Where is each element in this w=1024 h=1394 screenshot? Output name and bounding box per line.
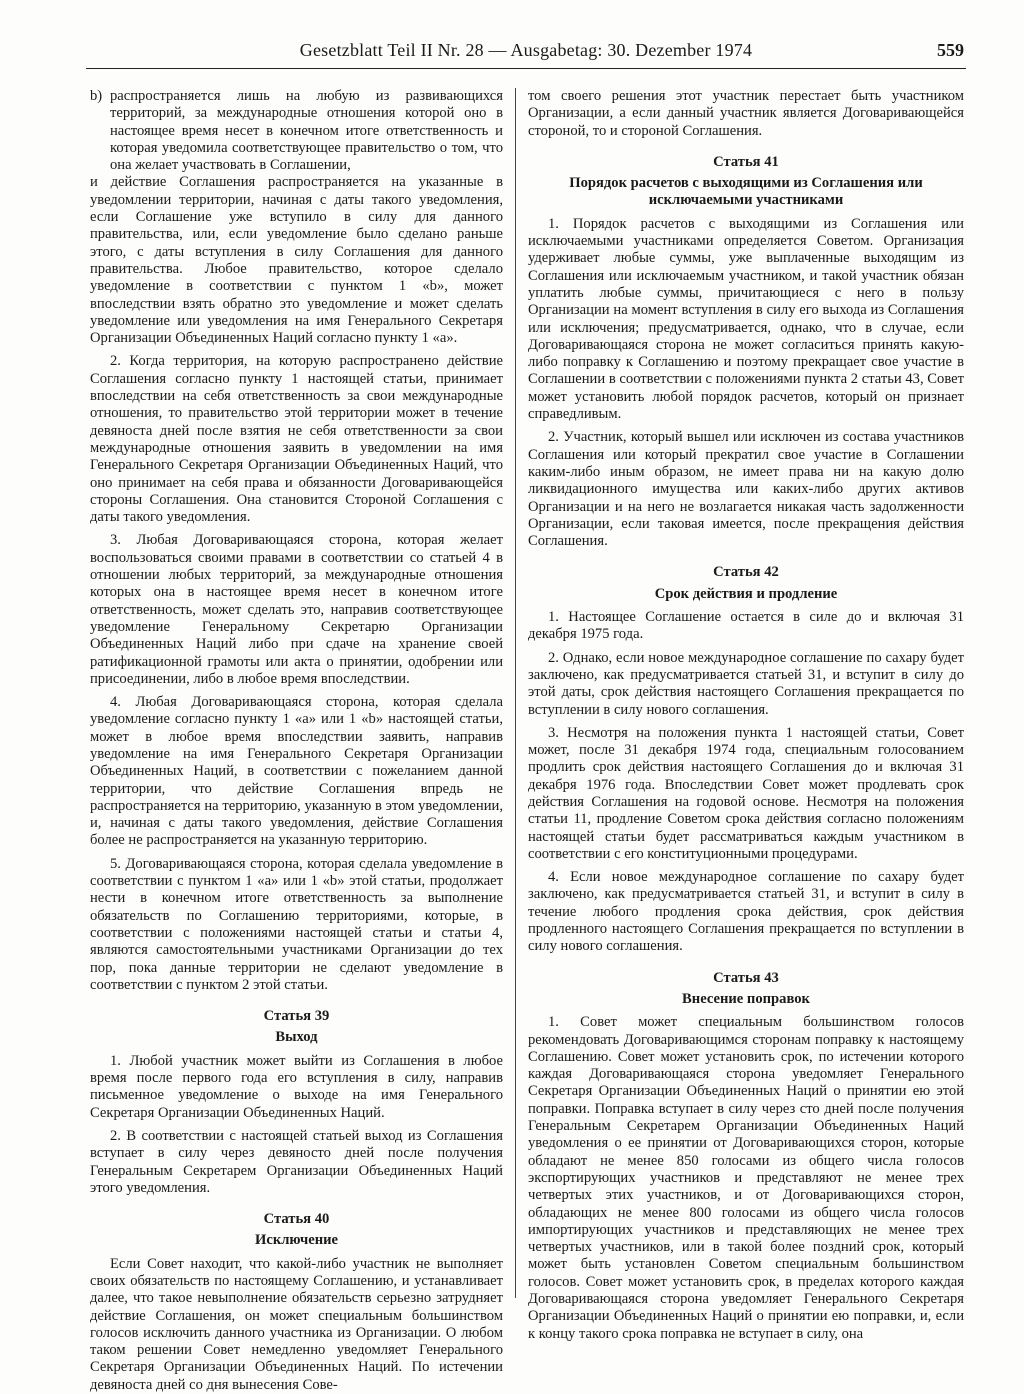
paragraph: 2. В соответствии с настоящей статьей выход из Соглашения вступает в силу через девяносто дней после получения Генеральным Секретарем Организации Объединенных Наций этого уведомления. — [90, 1127, 503, 1196]
paragraph: 2. Участник, который вышел или исключен из состава участников Соглашения или который прекратил свое участие в Соглашении каким-либо иным образом, не имеет права ни на какую долю ликвидационного имущества или каких-либо других активов Организации и на него не возлагается никакая часть задолженности Организации, если таковая имеется, после прекращения действия Соглашения. — [528, 429, 964, 550]
paragraph-continuation: и действие Соглашения распространяется на указанные в уведомлении территории, начиная с даты такого уведомления, если Соглашение уже вступило в силу для данного правительства, или, если уведомление было сделано раньше этого, с даты вступления в силу Соглашения для данного правительства. Любое правительство, которое сделало уведомление в соответствии с пунктом 1 «b», может впоследствии взять обратно это уведомление и может сделать уведомление или уведомления на имя Генерального Секретаря Организации Объединенных Наций согласно пункту 1 «а». — [90, 174, 503, 347]
paragraph: 1. Настоящее Соглашение остается в силе до и включая 31 декабря 1975 года. — [528, 609, 964, 643]
paragraph: 2. Когда территория, на которую распространено действие Соглашения согласно пункту 1 настоящей статьи, принимает впоследствии на себя ответственность за свои международные отношения, то правительство этой территории может в течение девяноста дней после взятия не себя ответственности за свои международные отношения заявить в уведомлении на имя Генерального Секретаря Организации Объединенных Наций, что оно принимает на себя права и обязанности Договаривающейся стороны Соглашения. Она становится Стороной Соглашения с даты такого уведомления. — [90, 353, 503, 526]
paragraph: 3. Несмотря на положения пункта 1 настоящей статьи, Совет может, после 31 декабря 1974 года, специальным голосованием продлить срок действия настоящего Соглашения до и включая 31 декабря 1976 года. Впоследствии Совет может продлевать срок действия Соглашения на годовой основе. Несмотря на положения статьи 11, продление Советом срока действия согласно положениям настоящей статьи будет рассматриваться каждым участником в соответствии с его конституционными процедурами. — [528, 724, 964, 862]
article-40-heading: Статья 40 — [263, 1211, 330, 1228]
article-42-heading: Статья 42 — [713, 564, 779, 581]
paragraph: 1. Совет может специальным большинством голосов рекомендовать Договаривающимся сторонам поправку к настоящему Соглашению. Совет может установить срок, по истечении которого каждая Договаривающаяся сторона уведомляет Генерального Секретаря Организации Объединенных Наций о принятии ею этой поправки. Поправка вступает в силу через сто дней после получения Генеральным Секретарем Организации Объединенных Наций уведомления о ее принятии от Договаривающихся сторон, которые обладают не менее 850 голосами из общего числа голосов экспортирующих участников и представляют не менее трех четвертых этих участников, и от Договаривающихся сторон, обладающих не менее 800 голосами из общего числа голосов импортирующих участников и представляющих не менее трех четвертых участников, или в такой более поздний срок, который может быть установлен Советом специальным большинством голосов. Совет может установить срок, в пределах которого каждая Договаривающаяся сторона уведомляет Генерального Секретаря Организации Объединенных Наций о принятии ею поправки, и, если к концу такого срока поправка не вступает в силу, она — [528, 1014, 964, 1342]
paragraph: 1. Любой участник может выйти из Соглашения в любое время после первого года его вступления в силу, направив письменное уведомление о выходе на имя Генерального Секретаря Организации Объединенных Наций. — [90, 1052, 503, 1121]
paragraph: 4. Если новое международное соглашение по сахару будет заключено, как предусматривается статьей 31, и вступит в силу в течение любого продления срока действия, срок действия продленного настоящего Соглашения прекращается по вступлении в силу нового соглашения. — [528, 869, 964, 955]
article-40-title: Исключение — [254, 1232, 339, 1249]
article-41-heading: Статья 41 — [713, 153, 779, 170]
paragraph-continuation: том своего решения этот участник перестает быть участником Организации, а если данный участник является Договаривающейся стороной, то и стороной Соглашения. — [528, 88, 964, 139]
page-header — [86, 38, 966, 69]
paragraph: 2. Однако, если новое международное соглашение по сахару будет заключено, как предусматривается статьей 31, и вступит в силу до этой даты, срок действия настоящего Соглашения прекращается по вступлении в силу нового соглашения. — [528, 649, 964, 718]
paragraph: 4. Любая Договаривающаяся сторона, которая сделала уведомление согласно пункту 1 «а» или 1 «b» настоящей статьи, может в любое время впоследствии заявить, направив уведомление на имя Генерального Секретаря Организации Объединенных Наций, в соответствии с пожеланием данной территории, что действие Соглашения впредь не распространяется на территорию, указанную в этом уведомлении, и, начиная с даты такого уведомления, действие Соглашения более не распространяется на указанную территорию. — [90, 694, 503, 849]
article-39-heading: Статья 39 — [263, 1008, 330, 1025]
right-column — [528, 88, 964, 1343]
article-43-heading: Статья 43 — [713, 969, 779, 986]
paragraph: Если Совет находит, что какой-либо участник не выполняет своих обязательств по настоящему Соглашению, и устанавливает далее, что такое невыполнение обязательств серьезно затрудняет действие Соглашения, он может специальным большинством голосов исключить данного участника из Организации. О любом таком решении Совет немедленно уведомляет Генерального Секретаря Организации Объединенных Наций. По истечении девяноста дней со дня вынесения Сове- — [90, 1255, 503, 1393]
paragraph: 1. Порядок расчетов с выходящими из Соглашения или исключаемыми участниками определяется Советом. Организация удерживает любые суммы, уже выплаченные выходящим из Соглашения или исключаемым участником, и такой участник обязан уплатить любые суммы, причитающиеся с него в пользу Организации на момент вступления в силу его выхода из Соглашения или исключения; предусматривается, однако, что в случае, если Договаривающаяся сторона не может согласиться принять какую-либо поправку к Соглашению и поэтому прекращает свое участие в Соглашении в соответствии с положениями пункта 2 статьи 43, Совет может установить любой порядок расчетов, который он признает справедливым. — [528, 215, 964, 423]
article-39-title: Выход — [275, 1029, 318, 1046]
list-item-marker: b) — [90, 88, 103, 104]
left-column — [90, 88, 503, 1394]
column-divider — [515, 88, 516, 1298]
paragraph: 5. Договаривающаяся сторона, которая сделала уведомление в соответствии с пунктом 1 «а» или 1 «b» этой статьи, продолжает нести в конечном итоге ответственность за выполнение обязательств по Соглашению территориями, которые, в соответствии с положениями настоящей статьи и статьи 4, являются самостоятельными участниками Организации до тех пор, пока данные территории не сделают уведомление в соответствии с пунктом 2 этой статьи. — [90, 855, 503, 993]
article-41-title: Порядок расчетов с выходящими из Соглашения или исключаемыми участниками — [569, 175, 923, 209]
list-item-b — [90, 88, 503, 174]
article-42-title: Срок действия и продление — [654, 585, 838, 602]
list-item-text: распространяется лишь на любую из развивающихся территорий, за международные отношения которой оно в настоящее время несет в конечном итоге ответственность и которая уведомила соответствующее правительство о том, что она желает участвовать в Соглашении, — [110, 88, 503, 174]
page-header-title: Gesetzblatt Teil II Nr. 28 — Ausgabetag: 30. Dezember 1974 — [299, 40, 753, 60]
paragraph: 3. Любая Договаривающаяся сторона, которая желает воспользоваться своими правами в соответствии со статьей 4 в отношении любых территорий, за международные отношения которых она в настоящее время несет в конечном итоге ответственность, может сделать это, направив соответствующее уведомление Генеральному Секретарю Организации Объединенных Наций либо при сдаче на хранение своей ратификационной грамоты или акта о принятии, одобрении или присоединении, либо в любое время впоследствии. — [90, 532, 503, 687]
page-number: 559 — [937, 40, 964, 60]
article-43-title: Внесение поправок — [682, 990, 810, 1007]
